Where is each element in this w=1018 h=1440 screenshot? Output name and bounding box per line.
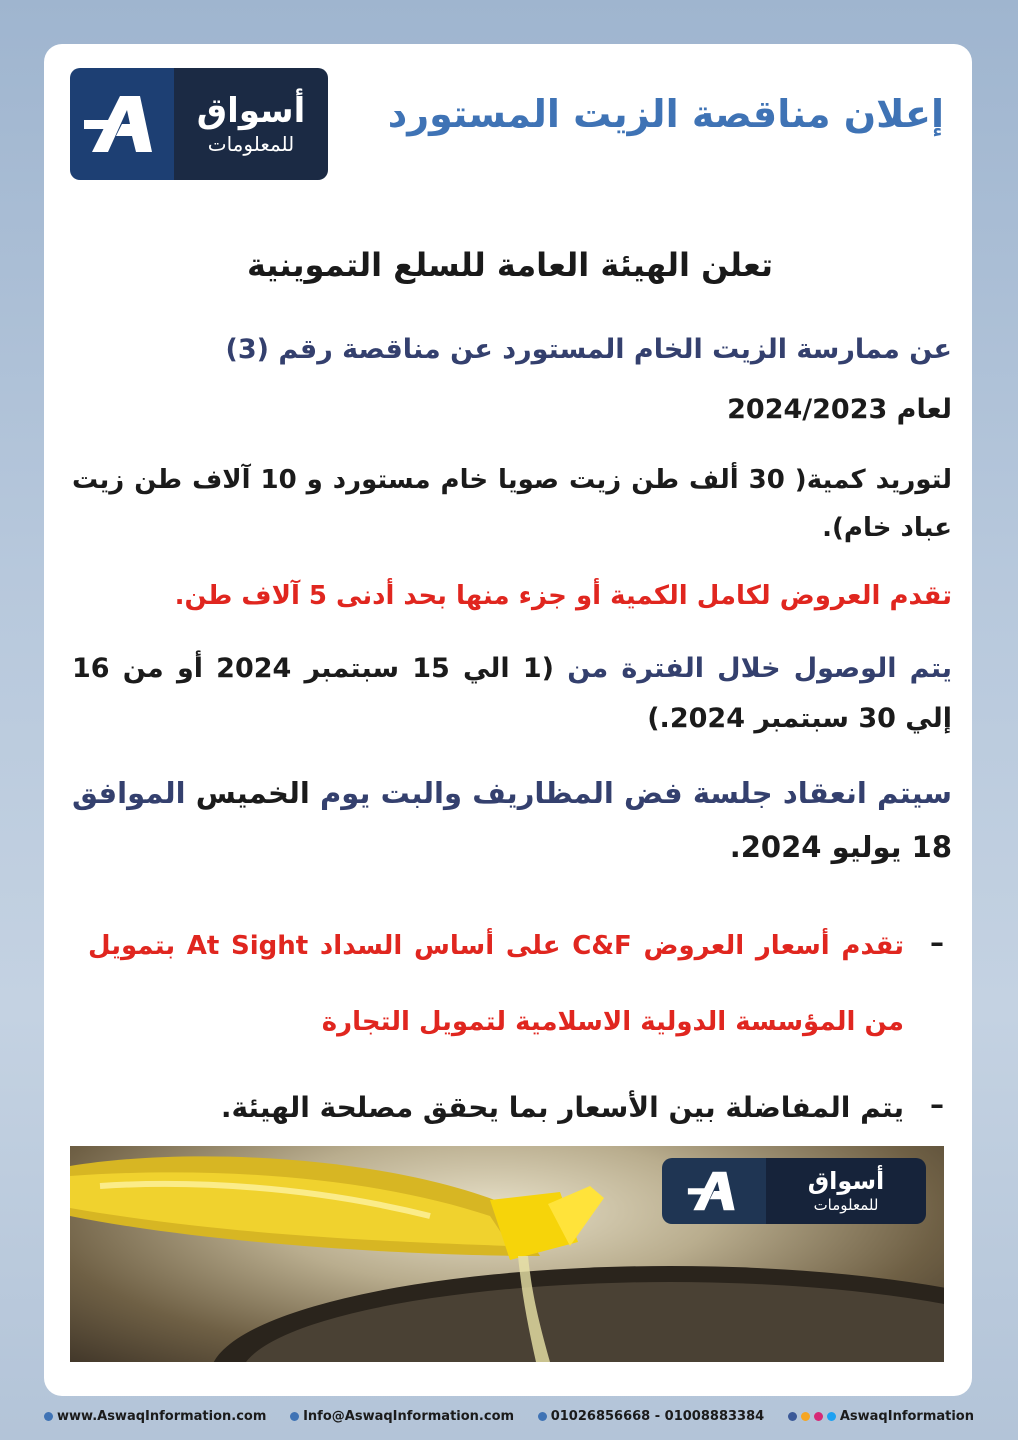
bullet-pricing [88,926,944,1060]
bullet-pricing-text: تقدم أسعار العروض C&F على أساس السداد At Sight بتمويل من المؤسسة الدولية الاسلامية لتمويل التجارة [88,931,904,1037]
footer [44,1404,974,1428]
footer-phones-text: 01026856668 - 01008883384 [550,1408,765,1424]
facebook-icon [788,1412,797,1421]
paragraph-offers: تقدم العروض لكامل الكمية أو جزء منها بحد أدنى 5 آلاف طن. [174,581,952,611]
session-date: 18 يوليو 2024. [729,830,952,864]
logo-name-line2: للمعلومات [813,1196,879,1214]
paragraph-session [72,766,952,874]
mail-icon [290,1412,299,1421]
paragraph-tender [72,330,952,370]
logo-a-icon [70,68,174,180]
x-icon [827,1412,836,1421]
paragraph-quantity: لتوريد كمية( 30 ألف طن زيت صويا خام مستورد و 10 آلاف طن زيت عباد خام). [72,465,953,543]
bullet-comparison [88,1088,944,1128]
footer-phones[interactable] [538,1409,764,1424]
brand-logo [70,68,328,180]
session-corresponding: الموافق [72,776,186,810]
bullet-dash: – [930,926,944,959]
footer-social[interactable] [788,1409,974,1424]
arrival-period: (1 الي 15 سبتمبر 2024 أو من 16 إلي 30 سبتمبر 2024.) [72,653,952,734]
footer-email-text: Info@AswaqInformation.com [303,1408,515,1424]
footer-email[interactable] [290,1409,514,1424]
footer-social-text: AswaqInformation [839,1408,974,1424]
logo-name-line1: أسواق [196,91,306,131]
session-intro: سيتم انعقاد جلسة فض المظاريف والبت [380,776,952,810]
announcement-subtitle: تعلن الهيئة العامة للسلع التموينية [246,246,774,284]
instagram-icon [814,1412,823,1421]
page-title: إعلان مناقصة الزيت المستورد [387,92,944,136]
logo-name-line1: أسواق [807,1167,885,1195]
footer-website[interactable] [44,1409,266,1424]
session-day-word: يوم [320,776,371,810]
rss-icon [801,1412,810,1421]
arrival-intro: يتم الوصول خلال الفترة من [567,653,952,684]
tender-line1: عن ممارسة الزيت الخام المستورد عن مناقصة رقم (3) [225,334,952,365]
tender-year: لعام 2024/2023 [727,394,952,425]
bullet-dash: – [930,1088,944,1121]
paragraph-arrival [72,644,952,744]
session-day: الخميس [195,776,310,810]
footer-website-text: www.AswaqInformation.com [57,1408,267,1424]
bullet-comparison-text: يتم المفاضلة بين الأسعار بما يحقق مصلحة الهيئة. [220,1091,904,1124]
oil-bottle-photo [70,1146,944,1362]
phone-icon [538,1412,547,1421]
photo-brand-logo [662,1158,926,1224]
globe-icon [44,1412,53,1421]
logo-a-icon [662,1158,766,1224]
logo-name-line2: للمعلومات [207,132,295,156]
